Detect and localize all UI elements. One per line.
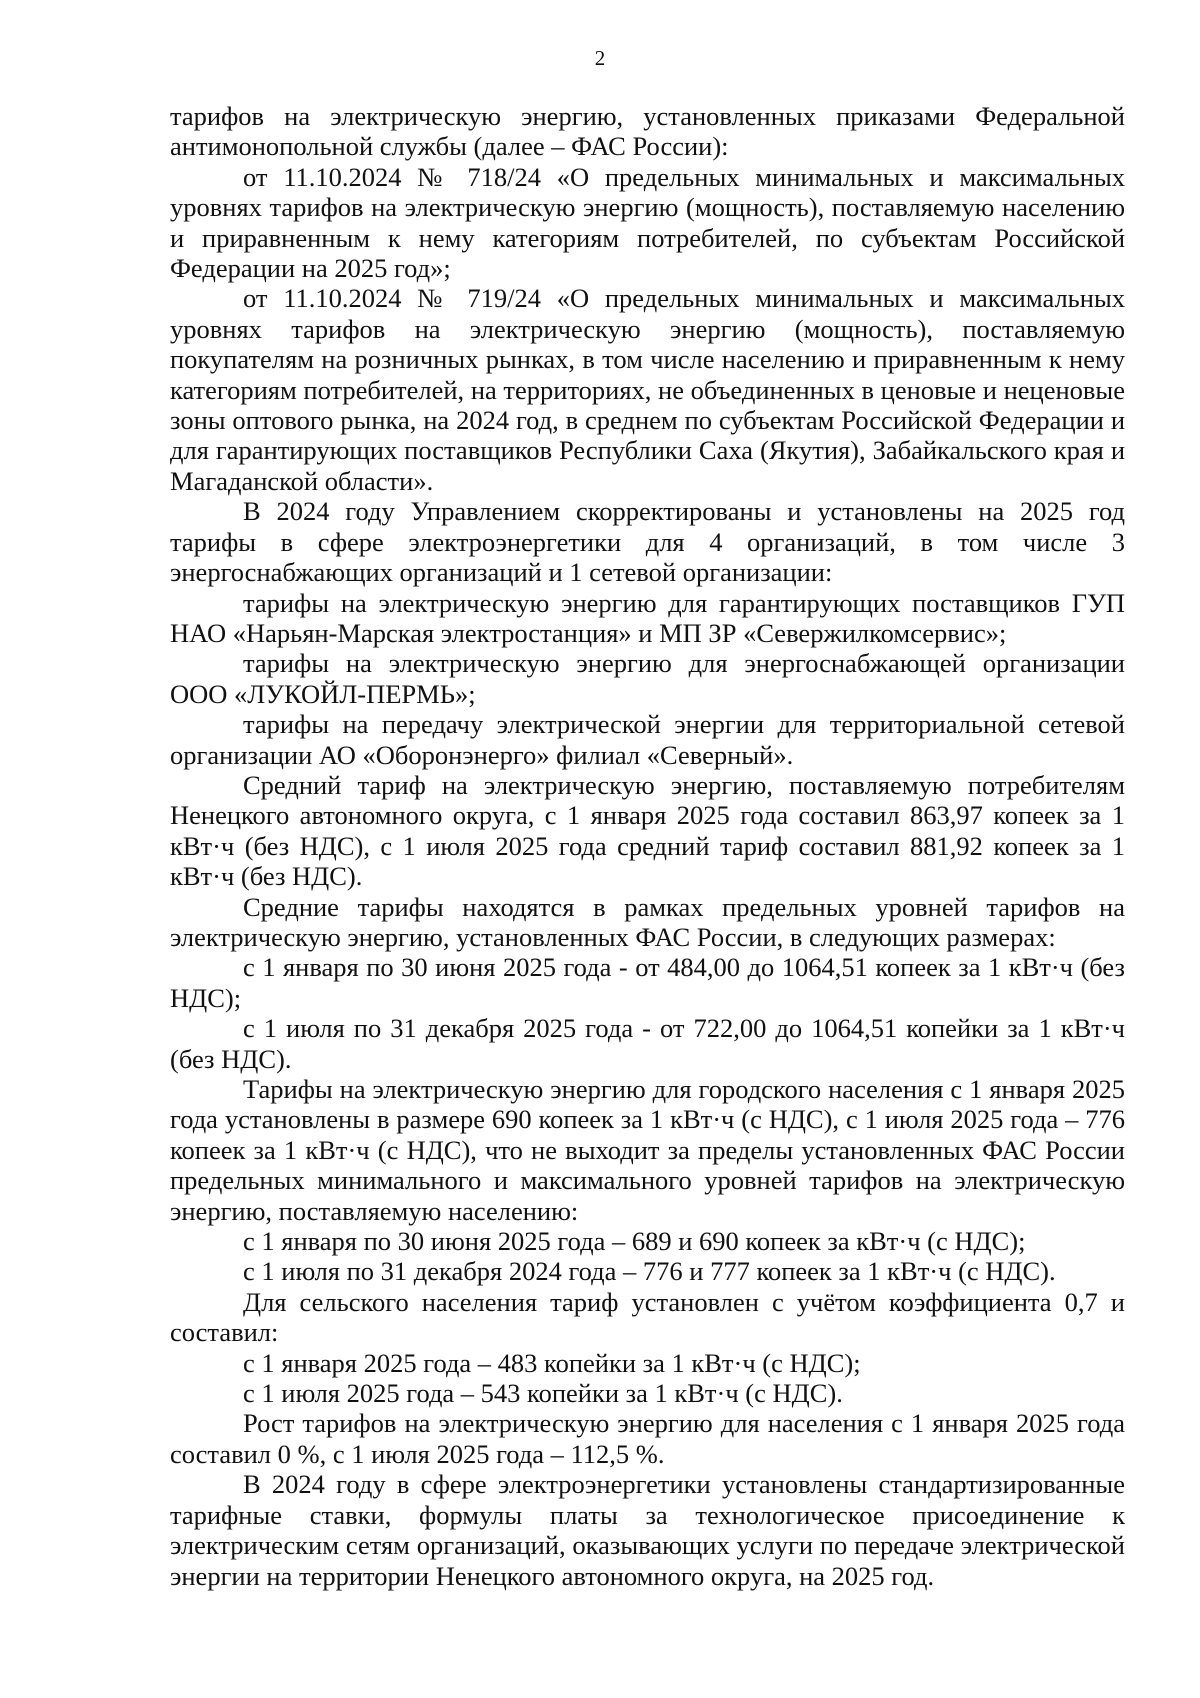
page-number: 2	[594, 46, 606, 70]
paragraph-limits-intro: Средние тарифы находятся в рамках предельных уровней тарифов на электрическую энергию, установленных ФАС России, в следующих размерах:	[170, 891, 1125, 952]
paragraph-tariffs-adjusted: В 2024 году Управлением скорректированы и установлены на 2025 год тарифы в сфере электроэнергетики для 4 организаций, в том числе 3 энергоснабжающих организаций и 1 сетевой организации:	[170, 496, 1125, 588]
paragraph-limits-second-half: с 1 июля по 31 декабря 2025 года - от 722,00 до 1064,51 копейки за 1 кВт·ч (без НДС).	[170, 1013, 1125, 1074]
paragraph-rural-population: Для сельского населения тариф установлен с учётом коэффициента 0,7 и составил:	[170, 1286, 1125, 1348]
paragraph-urban-first-half: с 1 января по 30 июня 2025 года – 689 и 690 копеек за кВт·ч (с НДС);	[243, 1226, 1026, 1257]
paragraph-rural-july: с 1 июля 2025 года – 543 копейки за 1 кВт·ч (с НДС).	[243, 1378, 843, 1409]
paragraph-order-719: от 11.10.2024 № 719/24 «О предельных минимальных и максимальных уровнях тарифов на электрическую энергию (мощность), поставляемую покупателям на розничных рынках, в том числе населению и приравненным к нему категориям потребителей, на территориях, не объединенных в ценовые и неценовые зоны оптового рынка, на 2024 год, в среднем по субъектам Российской Федерации и для гарантирующих поставщиков Республики Саха (Якутия), Забайкальского края и Магаданской области».	[170, 283, 1125, 496]
paragraph-urban-second-half: с 1 июля по 31 декабря 2024 года – 776 и 777 копеек за 1 кВт·ч (с НДС).	[243, 1256, 1056, 1287]
paragraph-urban-population: Тарифы на электрическую энергию для городского населения с 1 января 2025 года установлены в размере 690 копеек за 1 кВт·ч (с НДС), с 1 июля 2025 года – 776 копеек за 1 кВт·ч (с НДС), что не выходит за пределы установленных ФАС России предельных минимального и максимального уровней тарифов на электрическую энергию, поставляемую населению:	[170, 1074, 1125, 1226]
paragraph-lukoil-perm: тарифы на электрическую энергию для энергоснабжающей организации ООО «ЛУКОЙЛ-ПЕРМЬ»;	[170, 648, 1125, 709]
paragraph-rural-january: с 1 января 2025 года – 483 копейки за 1 кВт·ч (с НДС);	[243, 1347, 861, 1378]
paragraph-standardized-rates: В 2024 году в сфере электроэнергетики установлены стандартизированные тарифные ставки, формулы платы за технологическое присоединение к электрическим сетям организаций, оказывающих услуги по передаче электрической энергии на территории Ненецкого автономного округа, на 2025 год.	[170, 1469, 1125, 1591]
paragraph-fas-orders-intro: тарифов на электрическую энергию, установленных приказами Федеральной антимонопольной службы (далее – ФАС России):	[170, 101, 1125, 162]
paragraph-limits-first-half: с 1 января по 30 июня 2025 года - от 484,00 до 1064,51 копеек за 1 кВт·ч (без НДС);	[170, 952, 1125, 1013]
paragraph-average-tariff: Средний тариф на электрическую энергию, поставляемую потребителям Ненецкого автономного округа, с 1 января 2025 года составил 863,97 копеек за 1 кВт·ч (без НДС), с 1 июля 2025 года средний тариф составил 881,92 копеек за 1 кВт·ч (без НДС).	[170, 769, 1125, 892]
paragraph-oboronenergo: тарифы на передачу электрической энергии для территориальной сетевой организации АО «Оборонэнерго» филиал «Северный».	[170, 709, 1125, 770]
document-body	[170, 101, 1125, 1591]
paragraph-tariff-growth: Рост тарифов на электрическую энергию для населения с 1 января 2025 года составил 0 %, с 1 июля 2025 года – 112,5 %.	[170, 1408, 1125, 1469]
paragraph-guaranteeing-suppliers: тарифы на электрическую энергию для гарантирующих поставщиков ГУП НАО «Нарьян-Марская электростанция» и МП ЗР «Севержилкомсервис»;	[170, 587, 1125, 648]
paragraph-order-718: от 11.10.2024 № 718/24 «О предельных минимальных и максимальных уровнях тарифов на электрическую энергию (мощность), поставляемую населению и приравненным к нему категориям потребителей, по субъектам Российской Федерации на 2025 год»;	[170, 161, 1125, 284]
